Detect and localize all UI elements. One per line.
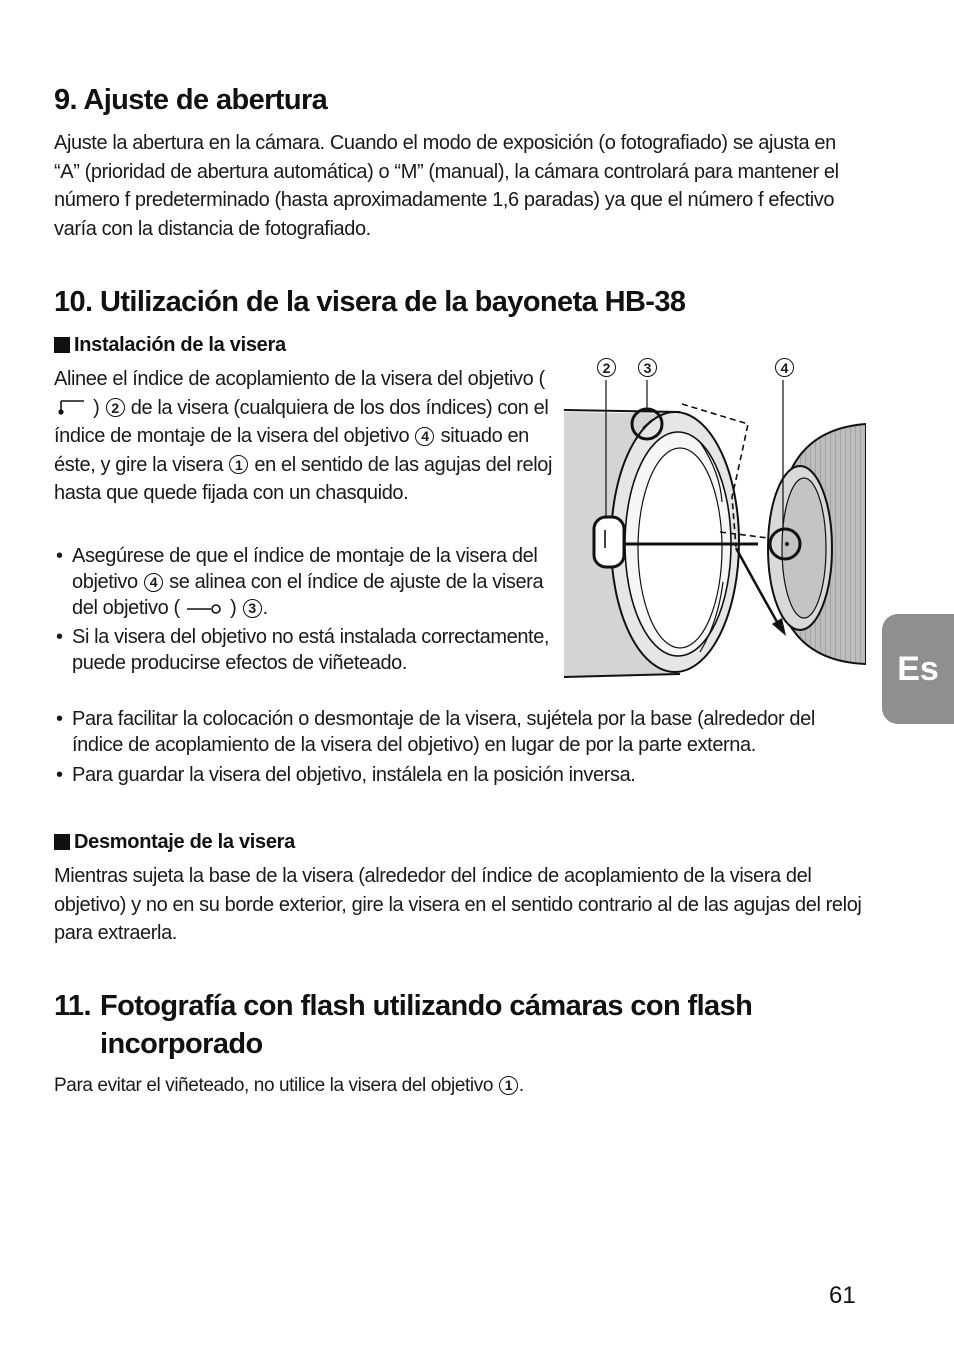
install-bullet-1: [54, 543, 554, 621]
install-text-b: ): [93, 396, 100, 419]
section-11-number: 11.: [54, 990, 91, 1022]
section-11-body: [54, 1072, 524, 1101]
lens-top-edge: [564, 410, 680, 412]
install-bullet-3: • Para facilitar la colocación o desmontaje de la visera, sujétela por la base (alrededor del índice de acoplamiento de la visera del objetivo) en lugar de por la parte externa.: [54, 706, 866, 758]
lens-mounting-index-dot: [785, 542, 789, 546]
lens-front-inner: [782, 478, 826, 618]
install-paragraph: [54, 365, 559, 508]
bullet-1-text-a: Asegúrese de que el índice de montaje de la visera del objetivo: [72, 545, 538, 593]
install-text-e: en el sentido de las agujas del reloj hasta que quede fijada con un chasquido.: [54, 453, 553, 504]
remove-heading-text: Desmontaje de la visera: [74, 831, 295, 853]
hood-setting-index-icon: [185, 602, 225, 616]
bullet-1-text-d: .: [262, 597, 268, 619]
section-11-title: Fotografía con flash utilizando cámaras con flash incorporado: [100, 990, 753, 1060]
section-11-text-a: Para evitar el viñeteado, no utilice la visera del objetivo: [54, 1075, 493, 1096]
install-text-a: Alinee el índice de acoplamiento de la visera del objetivo (: [54, 368, 545, 390]
section-9-body: Ajuste la abertura en la cámara. Cuando el modo de exposición (o fotografiado) se ajusta en “A” (prioridad de abertura automática) o “M” (manual), la cámara controlará para mantener el número f predeterminado (hasta aproximadamente 1,6 paradas) ya que el número f efectivo varía con la distancia de fotografiado.: [54, 132, 839, 240]
section-11-header: [54, 988, 854, 1063]
callout-4-icon: 4: [415, 427, 434, 446]
install-bullet-4: • Para guardar la visera del objetivo, instálela en la posición inversa.: [54, 762, 866, 788]
hood-attachment-index-icon: [54, 398, 88, 416]
hood-opening: [638, 448, 722, 648]
callout-2-icon: 2: [106, 398, 125, 417]
section-10-title: 10. Utilización de la visera de la bayoneta HB-38: [54, 286, 686, 318]
page-number: 61: [829, 1282, 856, 1309]
remove-heading: [54, 830, 295, 854]
diagram-callout-4: 4: [775, 358, 794, 377]
install-bullet-2: • Si la visera del objetivo no está instalada correctamente, puede producirse efectos de viñeteado.: [54, 624, 554, 676]
install-bullets-wide: [54, 706, 866, 788]
square-bullet-icon: [54, 834, 70, 850]
diagram-callout-3: 3: [638, 358, 657, 377]
callout-1-icon: 1: [229, 455, 248, 474]
install-text-c: de la visera (cualquiera de los dos índices) con el índice de montaje de la visera del objetivo: [54, 396, 549, 447]
install-heading-text: Instalación de la visera: [74, 334, 286, 356]
remove-body: Mientras sujeta la base de la visera (alrededor del índice de acoplamiento de la visera del objetivo) y no en su borde exterior, gire la visera en el sentido contrario al de las agujas del reloj para extraerla.: [54, 865, 862, 944]
bullet-1-text-c: ): [230, 597, 237, 619]
language-tab-label: Es: [897, 649, 939, 688]
callout-4-icon: 4: [144, 573, 163, 592]
section-11-text-b: .: [518, 1075, 524, 1096]
section-9-title: 9. Ajuste de abertura: [54, 84, 328, 116]
hood-attachment-index-box: [594, 517, 624, 567]
diagram-callout-2: 2: [597, 358, 616, 377]
square-bullet-icon: [54, 337, 70, 353]
install-heading: [54, 333, 286, 357]
install-text-d: situado en éste, y gire la visera: [54, 425, 529, 476]
lens-hood-diagram: [560, 352, 866, 682]
callout-1-icon: 1: [499, 1076, 518, 1095]
bullet-1-text-b: se alinea con el índice de ajuste de la visera del objetivo (: [72, 571, 544, 619]
callout-3-icon: 3: [243, 599, 262, 618]
install-bullets-narrow: [54, 543, 554, 676]
language-tab: [882, 614, 954, 724]
